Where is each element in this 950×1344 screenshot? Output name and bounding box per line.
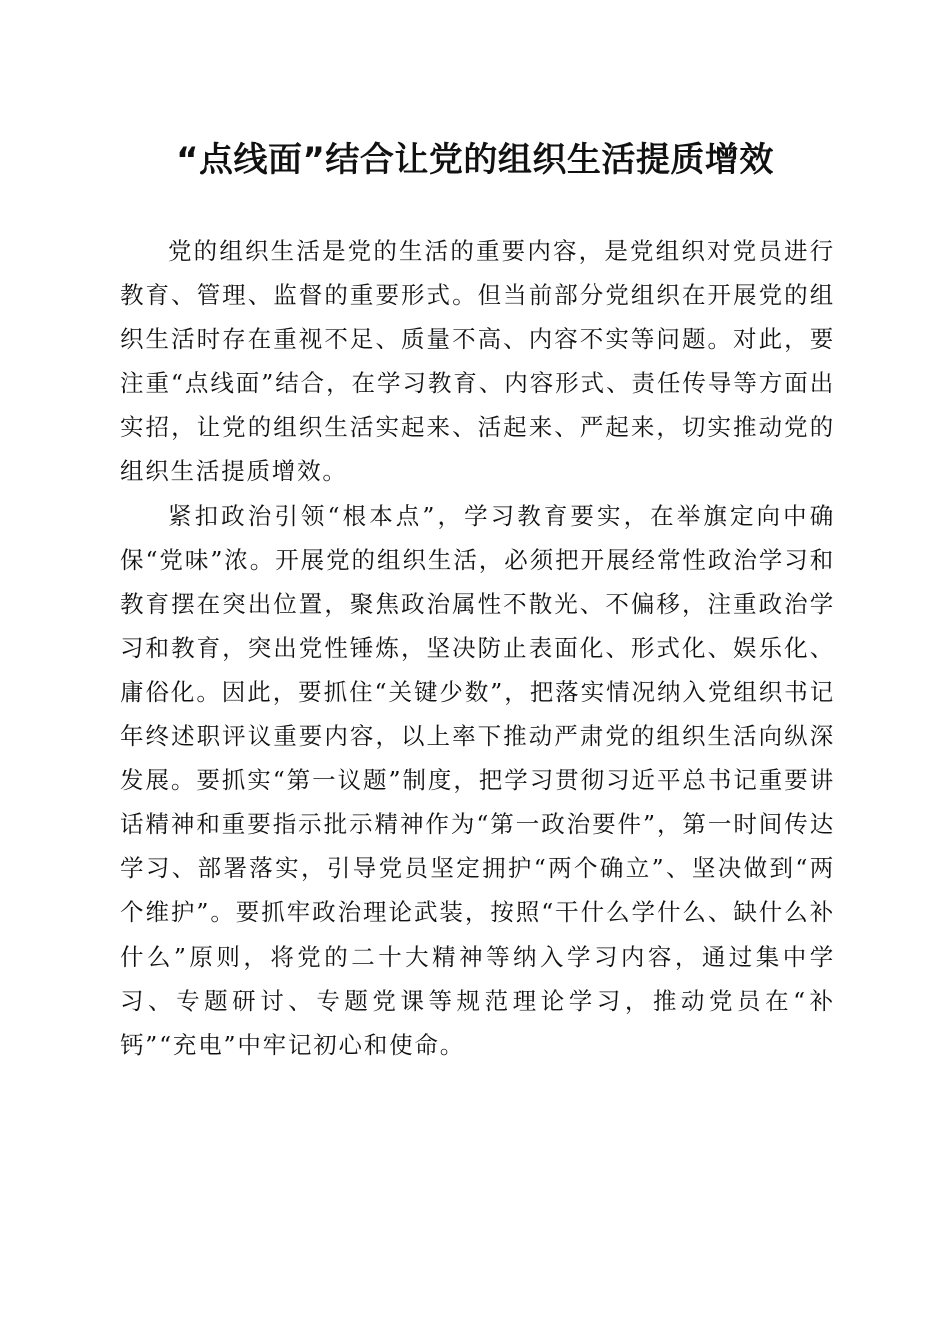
paragraph-intro: 党的组织生活是党的生活的重要内容，是党组织对党员进行教育、管理、监督的重要形式。但当前部分党组织在开展党的组织生活时存在重视不足、质量不高、内容不实等问题。对此，要注重“点线面”结合，在学习教育、内容形式、责任传导等方面出实招，让党的组织生活实起来、活起来、严起来，切实推动党的组织生活提质增效。 [120,237,835,486]
paragraph-political-guidance: 紧扣政治引领“根本点”，学习教育要实，在举旗定向中确保“党味”浓。开展党的组织生活，必须把开展经常性政治学习和教育摆在突出位置，聚焦政治属性不散光、不偏移，注重政治学习和教育，突出党性锤炼，坚决防止表面化、形式化、娱乐化、庸俗化。因此，要抓住“关键少数”，把落实情况纳入党组织书记年终述职评议重要内容，以上率下推动严肃党的组织生活向纵深发展。要抓实“第一议题”制度，把学习贯彻习近平总书记重要讲话精神和重要指示批示精神作为“第一政治要件”，第一时间传达学习、部署落实，引导党员坚定拥护“两个确立”、坚决做到“两个维护”。要抓牢政治理论武装，按照“干什么学什么、缺什么补什么”原则，将党的二十大精神等纳入学习内容，通过集中学习、专题研讨、专题党课等规范理论学习，推动党员在“补钙”“充电”中牢记初心和使命。 [120,501,835,1059]
document-title: “点线面”结合让党的组织生活提质增效 [176,140,774,180]
document-body [120,229,835,1067]
